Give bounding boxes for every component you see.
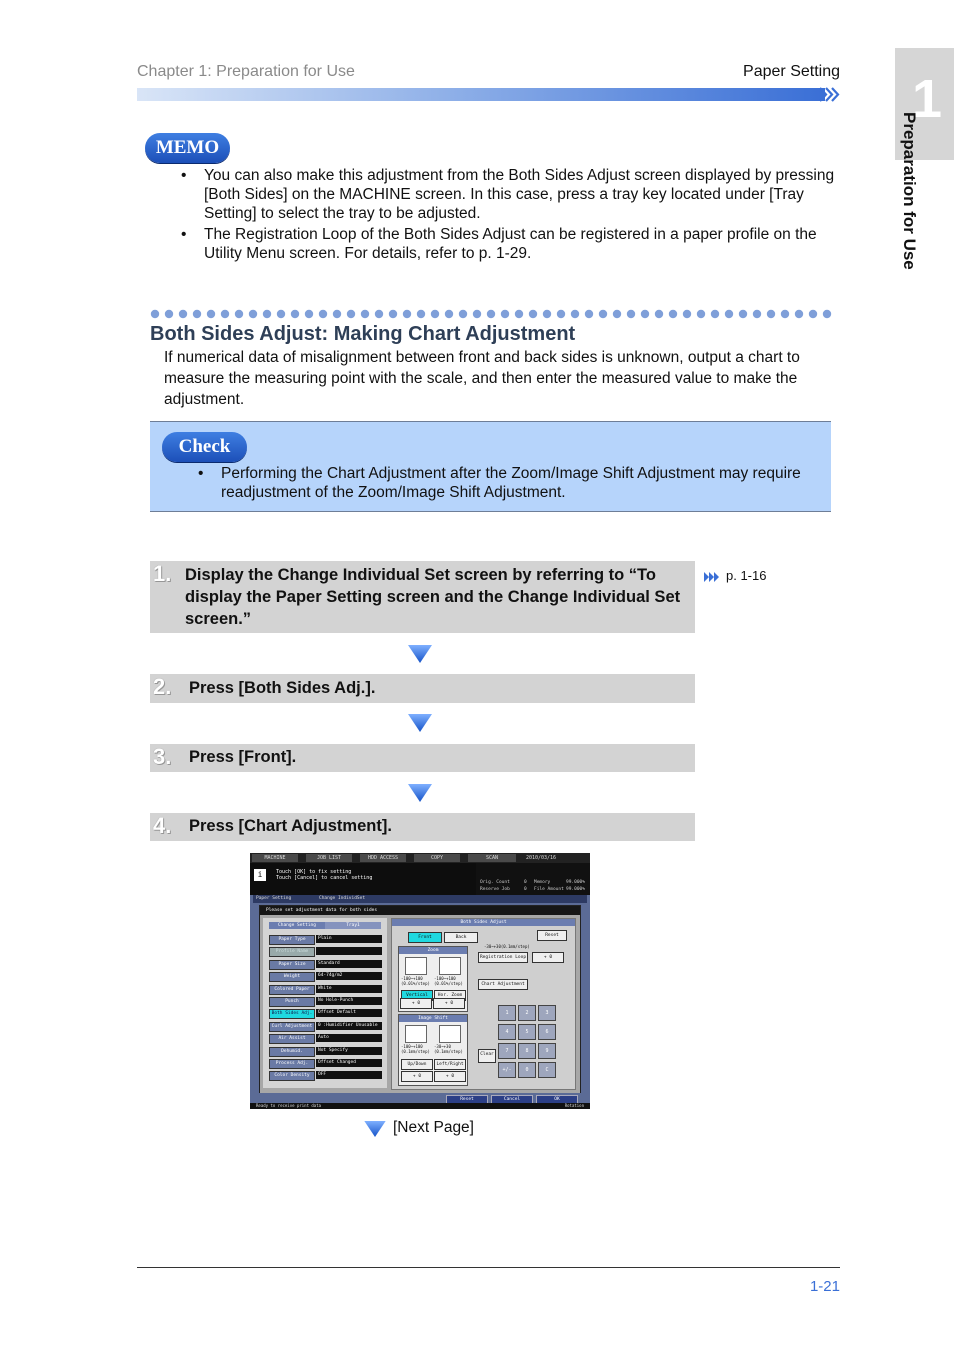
check-badge: Check xyxy=(162,432,247,462)
step-2: 2. Press [Both Sides Adj.]. xyxy=(150,674,695,703)
screen-tab-bar xyxy=(250,853,590,863)
reset-button[interactable]: Reset xyxy=(537,930,567,941)
keypad-key[interactable]: 9 xyxy=(538,1043,556,1059)
keypad-key[interactable]: 2 xyxy=(518,1005,536,1021)
screen-both-sides-panel: Both Sides Adjust Front Back Reset Zoom -100~+100 (0.01%/step) -100~+100 (0.01%/step) Vertical Hor. Zoom -30~+30(0.1mm/step) Registration Loop + 0 Chart Adjustment Image Shift -100~+100 (0.1mm/step) -30~+30 (0.1mm/step) Up/Down Left/Right + 0 + 0 + 0 + 0 1 2 3 4 5 6 7 8 9 +/- 0 C Clear xyxy=(391,918,576,1090)
keypad-key[interactable]: C xyxy=(538,1062,556,1078)
memo-badge: MEMO xyxy=(145,133,230,163)
screen-notice: Please set adjustment data for both sides xyxy=(260,906,580,915)
screen-setting-row xyxy=(269,984,385,994)
page-reference[interactable]: p. 1-16 xyxy=(726,568,767,583)
chevrons-icon xyxy=(818,86,842,103)
screen-settings-list: Change Setting Tray1 Paper Type Plain Profile Name Paper Size Standard Weight 64-74g/m2 Colored Paper White Punch No Hole-Punch Both Sides Adj. Offset Default Curl Adjustment 0 :Humidifier Unusable Air Assist Auto Dehumid. Not Specify Process Adj. Offset Changed Color Density OFF xyxy=(263,918,387,1088)
screen-setting-row xyxy=(269,1046,385,1056)
screen-setting-button[interactable]: Weight xyxy=(269,972,315,982)
keypad-key[interactable]: 8 xyxy=(518,1043,536,1059)
down-arrow-icon xyxy=(408,784,432,802)
keypad-key[interactable]: 7 xyxy=(498,1043,516,1059)
section-title: Paper Setting xyxy=(743,63,840,80)
chapter-tab-label: Preparation for Use xyxy=(900,112,919,270)
screen-tab-hdd-access[interactable]: HDD ACCESS xyxy=(360,854,406,862)
screen-setting-button[interactable]: Both Sides Adj. xyxy=(269,1009,315,1019)
screen-ok-button[interactable]: OK xyxy=(536,1095,578,1104)
screen-tab-job-list[interactable]: JOB LIST xyxy=(306,854,352,862)
machine-screen-screenshot xyxy=(250,853,590,1109)
screen-breadcrumb: Paper Setting Change IndividSet xyxy=(253,895,587,903)
screen-setting-value: Offset Default xyxy=(316,1009,382,1017)
keypad-key[interactable]: 6 xyxy=(538,1024,556,1040)
keypad-key[interactable]: 5 xyxy=(518,1024,536,1040)
step-1: 1. Display the Change Individual Set screen by referring to “To display the Paper Setting screen and the Change Individual Set screen.” xyxy=(150,561,695,633)
chapter-title: Chapter 1: Preparation for Use xyxy=(137,63,355,80)
screen-setting-button[interactable]: Curl Adjustment xyxy=(269,1022,315,1032)
screen-setting-row xyxy=(269,959,385,969)
screen-setting-row xyxy=(269,934,385,944)
screen-counters: Orig. Count 0 Memory 99.000% Reserve Job 0 File Amount 99.000% xyxy=(476,863,590,895)
screen-setting-value: Plain xyxy=(316,935,382,943)
down-arrow-icon xyxy=(408,714,432,732)
front-button[interactable]: Front xyxy=(408,932,442,943)
screen-setting-value: No Hole-Punch xyxy=(316,997,382,1005)
screen-setting-row xyxy=(269,971,385,981)
screen-setting-value: 0 :Humidifier Unusable xyxy=(316,1022,382,1030)
registration-loop-button[interactable]: Registration Loop xyxy=(478,952,528,963)
left-right-button[interactable]: Left/Right xyxy=(434,1059,466,1070)
screen-setting-button[interactable]: Colored Paper xyxy=(269,985,315,995)
section-body: If numerical data of misalignment between front and back sides is unknown, output a chart to measure the measuring point with the scale, and then enter the measured value to make the adjustment. xyxy=(164,349,800,408)
screen-setting-row xyxy=(269,1021,385,1031)
page-number: 1-21 xyxy=(809,1278,840,1295)
screen-message: i Touch [OK] to fix setting Touch [Cancel] to cancel setting xyxy=(250,863,476,895)
memo-bullet: • The Registration Loop of the Both Sides Adjust can be registered in a paper profile on the Utility Menu screen. For details, refer to p. 1-29. xyxy=(181,226,817,262)
screen-panel xyxy=(259,905,581,1095)
screen-setting-button[interactable]: Punch xyxy=(269,997,315,1007)
screen-tab-machine[interactable]: MACHINE xyxy=(252,854,298,862)
screen-setting-row xyxy=(269,996,385,1006)
keypad-key[interactable]: 4 xyxy=(498,1024,516,1040)
down-arrow-icon xyxy=(364,1121,386,1137)
step-3: 3. Press [Front]. xyxy=(150,744,695,772)
screen-setting-value: Standard xyxy=(316,960,382,968)
clear-button[interactable]: Clear xyxy=(478,1049,496,1063)
header-bar xyxy=(137,88,825,101)
screen-setting-value: White xyxy=(316,985,382,993)
screen-clock: 2010/03/16 xyxy=(518,854,564,862)
screen-setting-row xyxy=(269,1033,385,1043)
chart-adjustment-button[interactable]: Chart Adjustment xyxy=(478,979,528,990)
screen-setting-value: OFF xyxy=(316,1071,382,1079)
screen-setting-value: Offset Changed xyxy=(316,1059,382,1067)
screen-setting-button[interactable]: Paper Size xyxy=(269,960,315,970)
screen-setting-button[interactable]: Paper Type xyxy=(269,935,315,945)
vertical-zoom-button[interactable]: Vertical xyxy=(401,990,433,1001)
chapter-tab-number: 1 xyxy=(911,69,943,129)
screen-setting-row xyxy=(269,1058,385,1068)
screen-setting-value: Auto xyxy=(316,1034,382,1042)
screen-bottom-bar xyxy=(250,1093,590,1109)
dotted-separator xyxy=(150,308,840,320)
screen-setting-value xyxy=(316,947,382,955)
back-button[interactable]: Back xyxy=(444,932,478,943)
screen-setting-button[interactable]: Air Assist xyxy=(269,1034,315,1044)
screen-setting-row xyxy=(269,1008,385,1018)
screen-setting-row xyxy=(269,946,385,956)
keypad-key[interactable]: 3 xyxy=(538,1005,556,1021)
info-icon: i xyxy=(254,869,266,881)
screen-setting-row xyxy=(269,1070,385,1080)
step-4: 4. Press [Chart Adjustment]. xyxy=(150,813,695,841)
reference-arrow-icon xyxy=(703,571,721,583)
screen-setting-button[interactable]: Profile Name xyxy=(269,947,315,957)
screen-tab-scan[interactable]: SCAN xyxy=(468,854,516,862)
next-page-label: [Next Page] xyxy=(393,1119,474,1136)
screen-setting-value: Not Specify xyxy=(316,1047,382,1055)
screen-reset-button[interactable]: Reset xyxy=(446,1095,488,1104)
screen-status: Ready to receive print data Rotation xyxy=(250,1103,590,1109)
keypad-key[interactable]: +/- xyxy=(498,1062,516,1078)
screen-setting-value: 64-74g/m2 xyxy=(316,972,382,980)
keypad-key[interactable]: 0 xyxy=(518,1062,536,1078)
keypad-key[interactable]: 1 xyxy=(498,1005,516,1021)
section-heading: Both Sides Adjust: Making Chart Adjustment xyxy=(150,323,576,345)
screen-cancel-button[interactable]: Cancel xyxy=(491,1095,533,1104)
memo-bullet: • You can also make this adjustment from the Both Sides Adjust screen displayed by pressing [Both Sides] on the MACHINE screen. In this case, press a tray key located under [Tray Setting] to select the tray to be adjusted. xyxy=(181,167,835,222)
horizontal-zoom-button[interactable]: Hor. Zoom xyxy=(434,990,466,1001)
screen-setting-button[interactable]: Process Adj. xyxy=(269,1059,315,1069)
screen-setting-button[interactable]: Dehumid. xyxy=(269,1047,315,1057)
down-arrow-icon xyxy=(408,645,432,663)
check-bullet: • Performing the Chart Adjustment after the Zoom/Image Shift Adjustment may require readjustment of the Zoom/Image Shift Adjustment. xyxy=(198,465,801,501)
screen-setting-button[interactable]: Color Density xyxy=(269,1071,315,1081)
footer-rule xyxy=(137,1267,840,1268)
screen-tab-copy[interactable]: COPY xyxy=(414,854,460,862)
up-down-button[interactable]: Up/Down xyxy=(401,1059,433,1070)
